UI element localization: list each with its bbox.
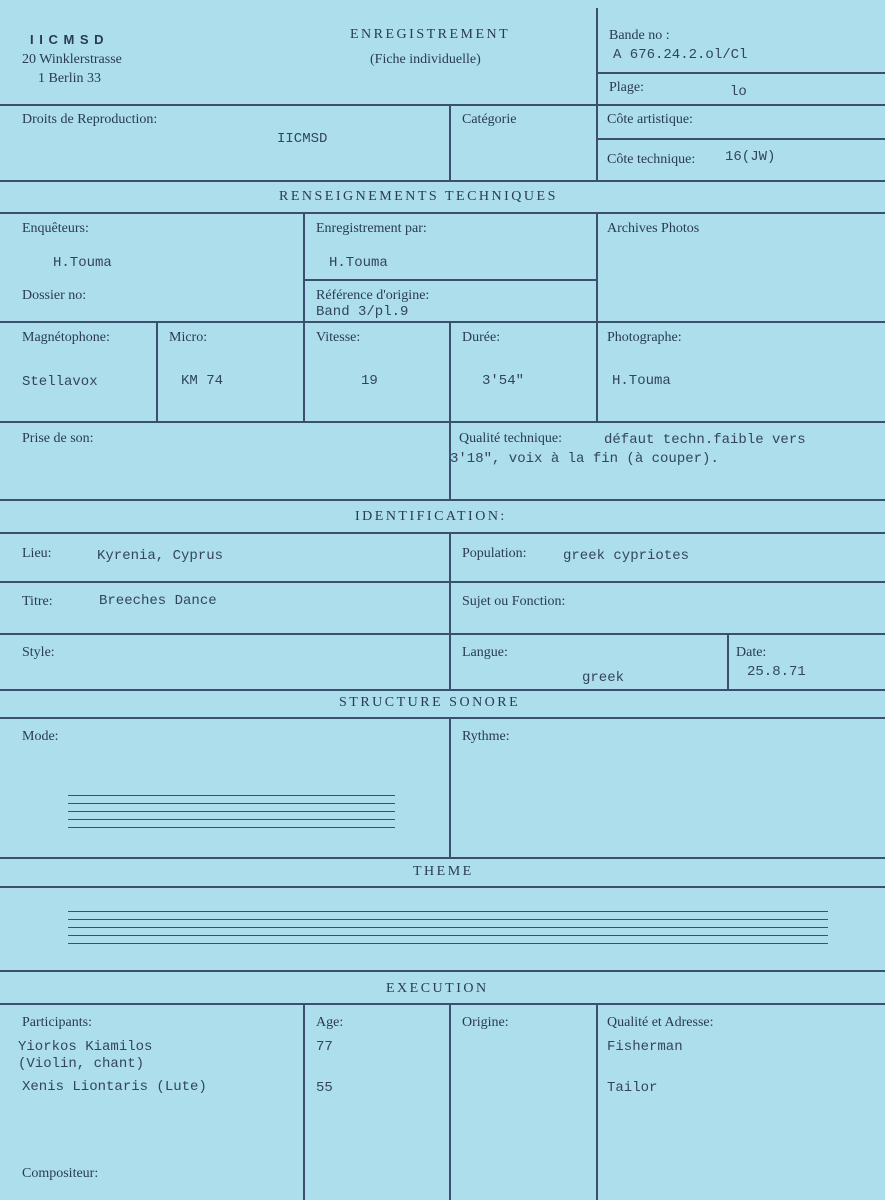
rule-v-qualite-adresse [596,1003,598,1200]
theme-staff-line [68,927,828,928]
droits-value: IICMSD [277,131,328,147]
rule-bande-plage [596,72,885,74]
photographe-value: H.Touma [612,373,671,389]
rule-v-header-right [596,8,598,180]
cote-technique-label: Côte technique: [607,152,696,167]
lieu-value: Kyrenia, Cyprus [97,548,224,564]
rule-rights-bottom [0,180,885,182]
rule-v-categorie [449,104,451,180]
origine-label: Origine: [462,1015,509,1030]
enregistrement-par-value: H.Touma [329,255,388,271]
sujet-label: Sujet ou Fonction: [462,594,566,609]
rule-lieu-bottom [0,581,885,583]
participant-note: (Violin, chant) [18,1056,145,1072]
rule-enreg-ref [303,279,596,281]
bande-label: Bande no : [609,28,670,43]
rule-cote [596,138,885,140]
titre-label: Titre: [22,594,53,609]
photographe-label: Photographe: [607,330,682,345]
rule-v-ident [449,532,451,689]
qualite-technique-label: Qualité technique: [459,431,563,446]
cote-artistique-label: Côte artistique: [607,112,693,127]
rule-titre-bottom [0,633,885,635]
theme-staff-line [68,935,828,936]
technical-section-title: RENSEIGNEMENTS TECHNIQUES [279,189,558,204]
lieu-label: Lieu: [22,546,52,561]
enqueteurs-label: Enquêteurs: [22,221,89,236]
rule-v-duree [449,321,451,421]
theme-staff-line [68,943,828,944]
theme-staff-line [68,919,828,920]
magnetophone-label: Magnétophone: [22,330,110,345]
population-value: greek cypriotes [563,548,690,564]
categorie-label: Catégorie [462,112,517,127]
duree-value: 3'54" [482,373,525,389]
rule-ident-title [0,532,885,534]
mode-staff-line [68,819,395,820]
langue-label: Langue: [462,645,508,660]
rule-v-origine [449,1003,451,1200]
duree-label: Durée: [462,330,501,345]
rule-structure-bottom [0,857,885,859]
rule-v-tech-right [596,212,598,421]
dossier-label: Dossier no: [22,288,87,303]
org-name: I I C M S D [30,32,105,47]
participant-age: 77 [316,1039,333,1055]
micro-label: Micro: [169,330,208,345]
mode-staff-line [68,827,395,828]
qualite-adresse-label: Qualité et Adresse: [607,1015,714,1030]
enregistrement-par-label: Enregistrement par: [316,221,427,236]
rule-v-age [303,1003,305,1200]
vitesse-value: 19 [361,373,378,389]
compositeur-label: Compositeur: [22,1166,99,1181]
rule-execution-title [0,1003,885,1005]
age-label: Age: [316,1015,344,1030]
participant-name: Yiorkos Kiamilos [18,1039,153,1055]
rule-style-bottom [0,689,885,691]
langue-value: greek [582,670,625,686]
participant-age: 55 [316,1080,333,1096]
reference-value: Band 3/pl.9 [316,304,409,320]
plage-label: Plage: [609,80,644,95]
theme-staff-line [68,911,828,912]
rule-theme-bottom [0,970,885,972]
theme-section-title: THEME [413,864,474,879]
mode-staff-line [68,803,395,804]
participants-label: Participants: [22,1015,92,1030]
rule-structure-title [0,717,885,719]
prise-de-son-label: Prise de son: [22,431,94,446]
mode-staff-line [68,811,395,812]
qualite-technique-value-1: défaut techn.faible vers [604,432,806,448]
vitesse-label: Vitesse: [316,330,361,345]
rule-v-rythme [449,717,451,857]
form-title: ENREGISTREMENT [350,27,511,42]
structure-section-title: STRUCTURE SONORE [339,695,521,710]
rule-v-micro [156,321,158,421]
rule-prise-bottom [0,499,885,501]
date-label: Date: [736,645,767,660]
rule-header-bottom [0,104,885,106]
participant-qualite: Fisherman [607,1039,683,1055]
participant-name: Xenis Liontaris (Lute) [22,1079,207,1095]
address-line-2: 1 Berlin 33 [38,71,101,86]
mode-staff-line [68,795,395,796]
rule-equipment-top [0,321,885,323]
titre-value: Breeches Dance [99,593,217,609]
rythme-label: Rythme: [462,729,510,744]
droits-label: Droits de Reproduction: [22,112,158,127]
micro-value: KM 74 [181,373,224,389]
form-subtitle: (Fiche individuelle) [370,52,481,67]
date-value: 25.8.71 [747,664,806,680]
cote-technique-value: 16(JW) [725,149,776,165]
enqueteurs-value: H.Touma [53,255,112,271]
reference-label: Référence d'origine: [316,288,430,303]
mode-label: Mode: [22,729,59,744]
bande-value: A 676.24.2.ol/Cl [613,47,748,63]
qualite-technique-value-2: 3'18", voix à la fin (à couper). [450,451,719,467]
rule-v-tech-mid [303,212,305,421]
participant-qualite: Tailor [607,1080,658,1096]
rule-theme-title [0,886,885,888]
execution-section-title: EXECUTION [386,981,489,996]
rule-tech-title [0,212,885,214]
rule-equipment-bottom [0,421,885,423]
style-label: Style: [22,645,55,660]
archives-photos-label: Archives Photos [607,221,700,236]
magnetophone-value: Stellavox [22,374,98,390]
rule-v-date [727,633,729,689]
plage-value: lo [730,84,747,100]
population-label: Population: [462,546,527,561]
address-line-1: 20 Winklerstrasse [22,52,122,67]
identification-section-title: IDENTIFICATION: [355,509,507,524]
